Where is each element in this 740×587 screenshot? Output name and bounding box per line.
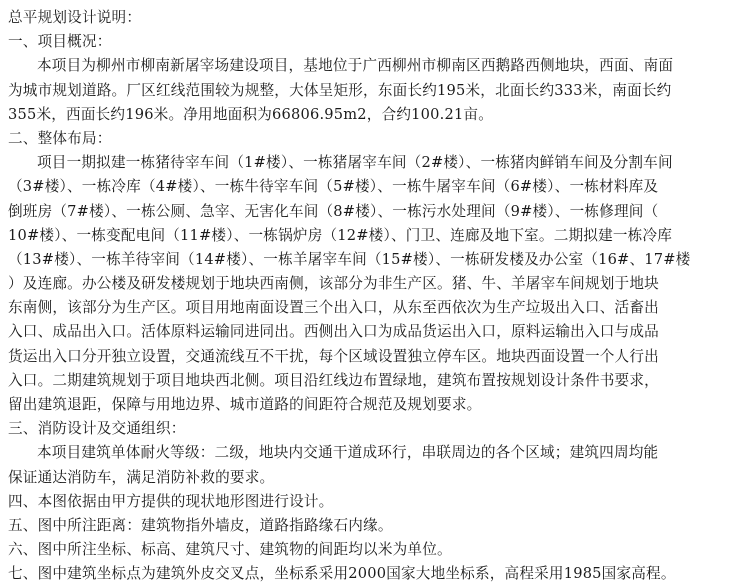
text-line: 七、图中建筑坐标点为建筑外皮交叉点，坐标系采用2000国家大地坐标系，高程采用1985国家高程。 xyxy=(8,565,676,583)
text-line: 355米，西面长约196米。净用地面积为66806.95m2，合约100.21亩。 xyxy=(8,105,494,123)
text-line: 六、图中所注坐标、标高、建筑尺寸、建筑物的间距均以米为单位。 xyxy=(8,541,452,559)
text-line: 货运出入口分开独立设置，交通流线互不干扰，每个区域设置独立停车区。地块西面设置一个人行出 xyxy=(8,347,659,365)
text-line: （3#楼）、一栋冷库（4#楼）、一栋牛待宰车间（5#楼）、一栋牛屠宰车间（6#楼）、一栋材料库及 xyxy=(8,178,659,196)
text-line: 三、消防设计及交通组织： xyxy=(8,420,186,438)
text-line: （13#楼）、一栋羊待宰间（14#楼）、一栋羊屠宰车间（15#楼）、一栋研发楼及办公室（16#、17#楼 xyxy=(8,250,691,268)
design-notes-document xyxy=(8,6,734,587)
text-line: 入口、成品出入口。活体原料运输同进同出。西侧出入口为成品货运出入口，原料运输出入口与成品 xyxy=(8,323,659,341)
text-line: 项目一期拟建一栋猪待宰车间（1#楼）、一栋猪屠宰车间（2#楼）、一栋猪肉鲜销车间及分割车间 xyxy=(37,154,673,172)
text-line: 二、整体布局： xyxy=(8,129,112,147)
text-line: ）及连廊。办公楼及研发楼规划于地块西南侧，该部分为非生产区。猪、牛、羊屠宰车间规划于地块 xyxy=(8,275,659,293)
document-body xyxy=(8,30,734,586)
text-line: 保证通达消防车，满足消防补救的要求。 xyxy=(8,468,275,486)
document-title: 总平规划设计说明： xyxy=(8,9,142,26)
text-line: 倒班房（7#楼）、一栋公厕、急宰、无害化车间（8#楼）、一栋污水处理间（9#楼）、一栋修理间（ xyxy=(8,202,659,220)
text-line: 入口。二期建筑规划于项目地块西北侧。项目沿红线边布置绿地，建筑布置按规划设计条件书要求， xyxy=(8,371,659,389)
text-line: 为城市规划道路。厂区红线范围较为规整，大体呈矩形，东面长约195米，北面长约333米，南面长约 xyxy=(8,81,672,99)
text-line: 五、图中所注距离：建筑物指外墙皮，道路指路缘石内缘。 xyxy=(8,516,393,534)
text-line: 四、本图依据由甲方提供的现状地形图进行设计。 xyxy=(8,492,334,510)
text-line: 东南侧，该部分为生产区。项目用地南面设置三个出入口，从东至西依次为生产垃圾出入口、活畜出 xyxy=(8,299,659,317)
text-line: 一、项目概况： xyxy=(8,33,112,51)
text-line: 10#楼）、一栋变配电间（11#楼）、一栋锅炉房（12#楼）、门卫、连廊及地下室。二期拟建一栋冷库 xyxy=(8,226,673,244)
text-line: 本项目为柳州市柳南新屠宰场建设项目，基地位于广西柳州市柳南区西鹅路西侧地块，西面、南面 xyxy=(37,57,674,75)
text-line: 留出建筑退距，保障与用地边界、城市道路的间距符合规范及规划要求。 xyxy=(8,396,482,413)
text-line: 本项目建筑单体耐火等级：二级，地块内交通干道成环行，串联周边的各个区域；建筑四周均能 xyxy=(37,444,659,462)
